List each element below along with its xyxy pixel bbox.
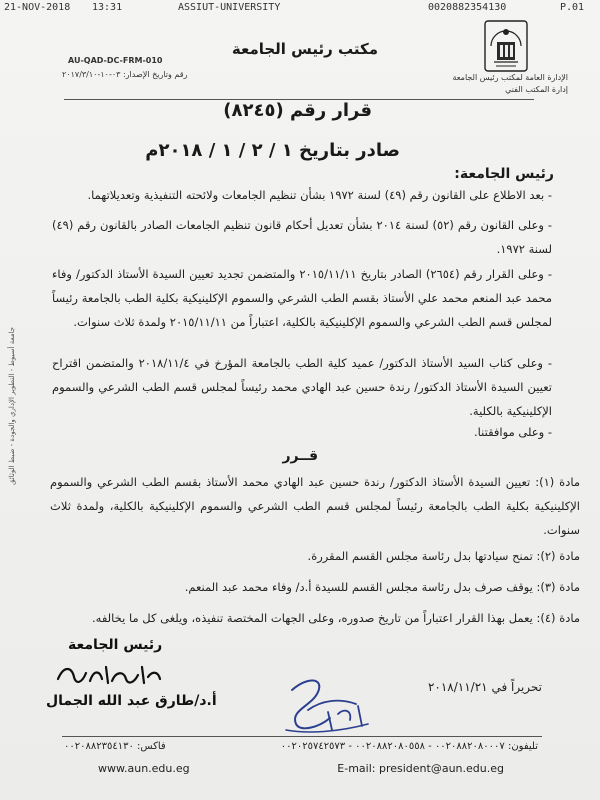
footer-fax: فاكس: ٠٠٢٠٨٨٢٣٥٤١٣٠ — [64, 741, 166, 752]
decision-number: قرار رقم (٨٢٤٥) — [223, 100, 372, 121]
handwritten-signature — [54, 655, 164, 691]
preamble-5: - وعلى موافقتنا. — [474, 425, 552, 439]
university-logo — [484, 20, 528, 72]
article-4: مادة (٤): يعمل بهذا القرار اعتباراً من تاريخ صدوره، وعلى الجهات المختصة تنفيذه، ويلغى كل ما يخالفه. — [92, 611, 580, 625]
decision-date: صادر بتاريخ ١ / ٢ / ١ / ٢٠١٨م — [145, 140, 400, 161]
fax-time: 13:31 — [92, 2, 123, 13]
footer-email: E-mail: president@aun.edu.eg — [337, 762, 504, 775]
fax-header — [0, 2, 600, 16]
article-1: مادة (١): تعيين السيدة الأستاذ الدكتور/ رندة حسين عبد الهادي محمد الأستاذ بقسم الطب الشرعي والسموم الإكلينيكية بكلية الطب بالجامعة رئيساً لمجلس قسم الطب الشرعي والسموم الإكلينيكية بالكلية، ولمدة ثلاث سنوات. — [50, 475, 580, 537]
fax-number: 0020882354130 — [428, 2, 507, 13]
footer-phones: تليفون: ٠٠٢٠٨٨٢٠٨٠٠٠٧ - ٠٠٢٠٨٨٢٠٨٠٥٥٨ - ٠٠٢٠٢٥٧٤٢٥٧٣ — [280, 741, 538, 752]
article-3: مادة (٣): يوقف صرف بدل رئاسة مجلس القسم للسيدة أ.د/ وفاء محمد عبد المنعم. — [184, 580, 580, 594]
preamble-4: - وعلى كتاب السيد الأستاذ الدكتور/ عميد كلية الطب بالجامعة المؤرخ في ٢٠١٨/١١/٤ والمتضمن اقتراح تعيين السيدة الأستاذ الدكتور/ رندة حسين عبد الهادي محمد رئيساً لمجلس قسم الطب الشرعي والسموم الإكلينيكية بالكلية. — [52, 356, 552, 418]
issue-info: رقم وتاريخ الإصدار: ٠٣-١٠-٢٠١٧/٣/١٠ — [62, 70, 188, 79]
written-date: تحريراً في ٢٠١٨/١١/٢١ — [427, 680, 542, 694]
signature-scribble-icon — [54, 655, 164, 691]
dept-line-2: إدارة المكتب الفني — [505, 85, 568, 94]
fax-page: P.01 — [560, 2, 585, 13]
signatory-title: رئيس الجامعة — [68, 637, 163, 653]
office-title: مكتب رئيس الجامعة — [231, 40, 378, 58]
form-code: AU-QAD-DC-FRM-010 — [68, 56, 163, 65]
addressee: رئيس الجامعة: — [454, 166, 554, 182]
decides-heading: قــرر — [282, 448, 318, 464]
preamble-3: - وعلى القرار رقم (٢٦٥٤) الصادر بتاريخ ٢٠١٥/١١/١١ والمتضمن تجديد تعيين السيدة الأستاذ الدكتور/ وفاء محمد عبد المنعم محمد علي الأستاذ بقسم الطب الشرعي والسموم الإكلينيكية بكلية الطب بالجامعة رئيساً لمجلس قسم الطب الشرعي والسموم الإكلينيكية بالكلية، اعتباراً من ٢٠١٥/١١/١١ ولمدة ثلاث سنوات. — [52, 267, 552, 329]
margin-note-text: جامعة أسيوط - التطوير الإداري والجودة - ضبط الوثائق — [8, 326, 16, 486]
fax-date: 21-NOV-2018 — [4, 2, 71, 13]
signatory-name: أ.د/طارق عبد الله الجمال — [46, 693, 217, 709]
university-seal-icon — [484, 20, 528, 72]
footer-website: www.aun.edu.eg — [98, 762, 190, 775]
preamble-2: - وعلى القانون رقم (٥٢) لسنة ٢٠١٤ بشأن تعديل أحكام قانون تنظيم الجامعات الصادر بالقانون رقم (٤٩) لسنة ١٩٧٢. — [52, 218, 552, 256]
article-2: مادة (٢): تمنح سيادتها بدل رئاسة مجلس القسم المقررة. — [307, 549, 580, 563]
ink-initials-icon — [278, 670, 374, 740]
fax-sender: ASSIUT-UNIVERSITY — [178, 2, 281, 13]
margin-note — [4, 290, 18, 530]
footer-divider — [62, 736, 542, 737]
dept-line-1: الإدارة العامة لمكتب رئيس الجامعة — [452, 73, 568, 82]
initials-scribble — [278, 670, 374, 740]
preamble-1: - بعد الاطلاع على القانون رقم (٤٩) لسنة ١٩٧٢ بشأن تنظيم الجامعات ولائحته التنفيذية وتعديلاتهما. — [87, 188, 552, 202]
